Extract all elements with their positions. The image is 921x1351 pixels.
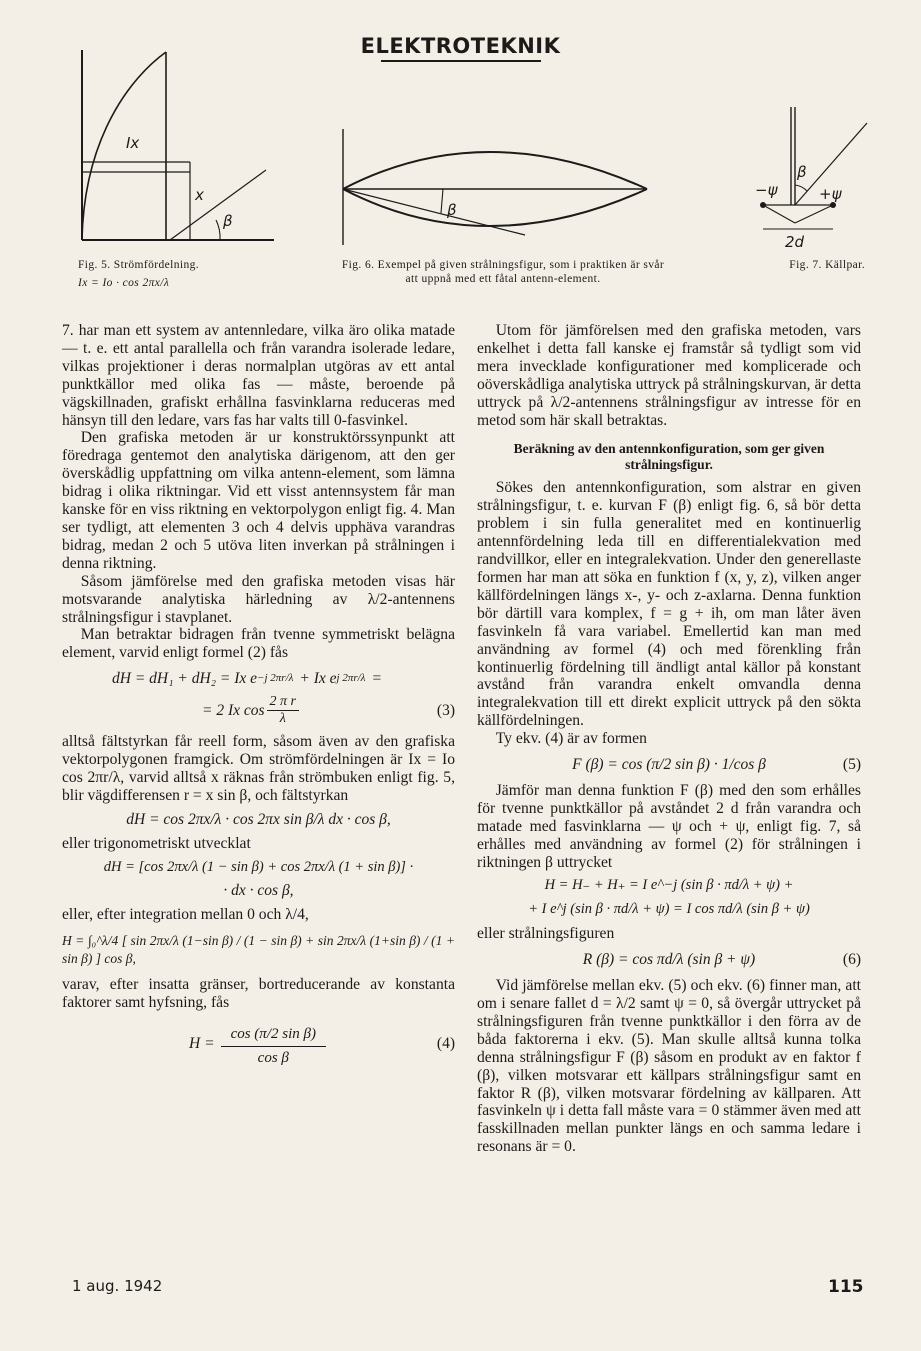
right-paragraph-3: Ty ekv. (4) är av formen xyxy=(495,730,647,748)
equation-trig-2: · dx · cos β, xyxy=(223,882,294,900)
eq6-body: R (β) = cos πd/λ (sin β + ψ) xyxy=(582,951,756,969)
eq3-number: (3) xyxy=(436,701,455,719)
fig7-caption: Fig. 7. Källpar. xyxy=(789,259,865,271)
right-paragraph-6: Vid jämförelse mellan ekv. (5) och ekv. (6) finner man, att om i senare fallet d = λ/2 samt ψ = 0, så övergår uttrycket på strålningsfiguren från tvenne punktkällor i den förra av de båda faktorerna i ekv. (5). Man skulle alltså kunna tolka denna strålningsfigur F (β) såsom en produkt av en faktor f (β), vilken motsvarar ett källpars strålningsfigur samt en faktor R (β), vilken motsvarar fördelning av källparen. Att fasvinkeln ψ i detta fall måste vara = 0 stämmer även med att fasskillnaden mellan punkter längs en och samma ledare i resonans är = 0. xyxy=(477,977,861,1156)
fig6-label-beta: β xyxy=(447,201,457,219)
right-column xyxy=(477,322,861,1156)
left-paragraph-6: eller trigonometriskt utvecklat xyxy=(62,834,251,852)
left-paragraph-3: Såsom jämförelse med den grafiska metoden visas här motsvarande analytiska härledning av λ/2-antennens strålningsfigur i stavplanet. xyxy=(62,572,455,626)
eq6-number: (6) xyxy=(842,951,861,969)
left-paragraph-4: Man betraktar bidragen från tvenne symmetriskt belägna element, varvid enligt formel (2) fås xyxy=(62,626,455,662)
fig7-right-leg xyxy=(795,205,833,223)
equation-integral: H = ∫₀^λ/4 [ sin 2πx/λ (1−sin β) / (1 − sin β) + sin 2πx/λ (1+sin β) / (1 + sin β) ] cos β, xyxy=(62,933,455,967)
right-paragraph-4: Jämför man denna funktion F (β) med den som erhålles för tvenne punktkällor på avståndet 2 d från varandra och matade med fasvinklarna — ψ och + ψ, enligt fig. 7, så erhålles med användning av formel (2) för strålningen i riktningen β uttrycket xyxy=(477,781,861,871)
fig7-label-beta: β xyxy=(797,163,807,181)
equation-3a xyxy=(62,670,455,688)
eq3a-end: = xyxy=(371,670,382,688)
eq4-denominator: cos β xyxy=(257,1049,289,1066)
fig6-angle-arc xyxy=(441,189,443,213)
fig5-direction-line xyxy=(170,170,266,240)
equation-trig-1: dH = [cos 2πx/λ (1 − sin β) + cos 2πx/λ (1 + sin β)] · xyxy=(103,858,414,875)
fig7-label-minus-psi: −ψ xyxy=(755,181,778,199)
eq3b-numerator: 2 π r xyxy=(267,694,299,711)
fig5-label-beta: β xyxy=(223,212,233,230)
fig5-current-curve xyxy=(82,52,166,240)
eq4-number: (4) xyxy=(436,1034,455,1052)
eq5-number: (5) xyxy=(842,756,861,774)
eq3b-lhs: = 2 Ix cos xyxy=(202,701,265,719)
equation-H-1: H = H₋ + H₊ = I e^−j (sin β · πd/λ + ψ) + xyxy=(544,877,794,894)
header-underline xyxy=(381,60,541,62)
fig5-label-x: x xyxy=(195,186,204,204)
fig7-angle-arc xyxy=(795,185,807,191)
left-column xyxy=(62,322,455,1072)
section-title: ELEKTROTEKNIK xyxy=(360,34,561,58)
eq4-numerator: cos (π/2 sin β) xyxy=(221,1022,326,1047)
eq3a-mid: + Ix e xyxy=(299,670,337,688)
fig7-label-plus-psi: +ψ xyxy=(819,185,842,203)
fig5-caption xyxy=(78,258,278,290)
eq3a-exp1: −j 2πr/λ xyxy=(257,672,294,685)
eq4-lhs: H = xyxy=(189,1034,215,1052)
eq3b-fraction xyxy=(267,694,299,727)
equation-dH: dH = cos 2πx/λ · cos 2πx sin β/λ dx · cos β, xyxy=(126,810,391,828)
figure-5-current-distribution xyxy=(70,48,280,248)
fig6-upper-lobe xyxy=(343,152,647,189)
fig7-left-leg xyxy=(763,205,795,223)
right-paragraph-5: eller strålningsfiguren xyxy=(477,925,615,943)
equation-4 xyxy=(62,1022,455,1066)
left-paragraph-2: Den grafiska metoden är ur konstruktörssynpunkt att föredraga gentemot den analytiska därigenom, att den ger överskådlig uppfattning om vilka antenn-element, som lämna bidrag i olika riktningar. Vid ett visst antennsystem får man kanske för en viss riktning en vektorpolygon enligt fig. 4. Man ser tydligt, att elementen 3 och 4 delvis upphäva varandras bidrag, medan 2 och 5 utöva liten inverkan på strålningen i denna riktning. xyxy=(62,429,455,572)
eq3a-lhs: dH = dH₁ + dH₂ = Ix e xyxy=(112,670,258,688)
figure-6-radiation-pattern xyxy=(335,125,665,250)
eq5-body: F (β) = cos (π/2 sin β) · 1/cos β xyxy=(572,756,766,774)
fig6-lower-lobe xyxy=(343,189,647,226)
left-paragraph-1: 7. har man ett system av antennledare, vilka äro olika matade — t. e. ett antal parallella och från varandra isolerade ledare, vilkas projektioner i deras normalplan utgöras av ett antal punktkällor med olika fas — måste, beroende på vägskillnaden, grafiskt erhållna fasvinklarna reduceras med hänsyn till den ledare, vars fas har valts till 0-fasvinkel. xyxy=(62,322,455,429)
eq3b-denominator: λ xyxy=(279,711,286,727)
fig5-caption-formula: Ix = Io · cos 2πx/λ xyxy=(78,277,170,289)
right-paragraph-1: Utom för jämförelsen med den grafiska metoden, vars enkelhet i detta fall kanske ej framstår så tydligt som vid mera invecklade konfigurationer med komplicerade och oöverskådliga analytiska uttryck på strålningskurvan, är detta uttryck på λ/2-antennens strålningsfigur av intresse för en metod som här skall betraktas. xyxy=(477,322,861,429)
fig6-caption: Fig. 6. Exempel på given strålningsfigur, som i praktiken är svår att uppnå med ett fåtal antenn-element. xyxy=(341,259,665,285)
equation-6 xyxy=(477,951,861,969)
left-paragraph-5: alltså fältstyrkan får reell form, såsom även av den grafiska vektorpolygonen framgick. Om strömfördelningen är Ix = Io cos 2πr/λ, varvid alltså x räknas från strömbuken enligt fig. 5, blir vägdifferensen r = x sin β, och fältstyrkan xyxy=(62,733,455,804)
fig5-label-ix: Ix xyxy=(126,134,140,152)
right-paragraph-2: Sökes den antennkonfiguration, som alstrar en given strålningsfigur, t. e. kurvan F (β) enligt fig. 6, så bör detta problem i sin fulla generalitet med en kontinuerlig antennfördelning leda till en differentialekvation med randvillkor, eller en integralekvation. Under den generellaste formen har man att söka en funktion f (x, y, z), vilken anger källfördelningen längs x-, y- och z-axlarna. Denna funktion bör därtill vara komplex, f = g + ih, om man låter även fasvinkeln få vara variabel. Emellertid kan man med användning av formel (4) och med förenkling från kontinuerlig fördelning till ändligt antal källor på konstant avstånd från varandra enkelt omvandla denna integralekvation till ett direkt explicit uttryck på den sökta källfördelningen. xyxy=(477,479,861,730)
footer-date: 1 aug. 1942 xyxy=(72,1277,163,1295)
page-number: 115 xyxy=(828,1277,864,1297)
equation-5 xyxy=(477,756,861,774)
fig7-label-2d: 2d xyxy=(785,233,805,251)
fig6-direction-line xyxy=(343,189,525,235)
eq4-fraction xyxy=(221,1022,326,1066)
eq3a-exp2: j 2πr/λ xyxy=(336,672,366,685)
figure-7-source-pair xyxy=(755,105,880,255)
fig5-angle-arc xyxy=(216,220,220,240)
equation-3b xyxy=(62,694,455,727)
section-heading: Beräkning av den antennkonfiguration, som ger given strålningsfigur. xyxy=(513,441,825,473)
left-paragraph-7: eller, efter integration mellan 0 och λ/4, xyxy=(62,906,309,924)
left-paragraph-8: varav, efter insatta gränser, bortreducerande av konstanta faktorer samt hyfsning, fås xyxy=(62,976,455,1011)
equation-H-2: + I e^j (sin β · πd/λ + ψ) = I cos πd/λ (sin β + ψ) xyxy=(528,901,810,918)
fig5-caption-text: Fig. 5. Strömfördelning. xyxy=(78,259,200,271)
